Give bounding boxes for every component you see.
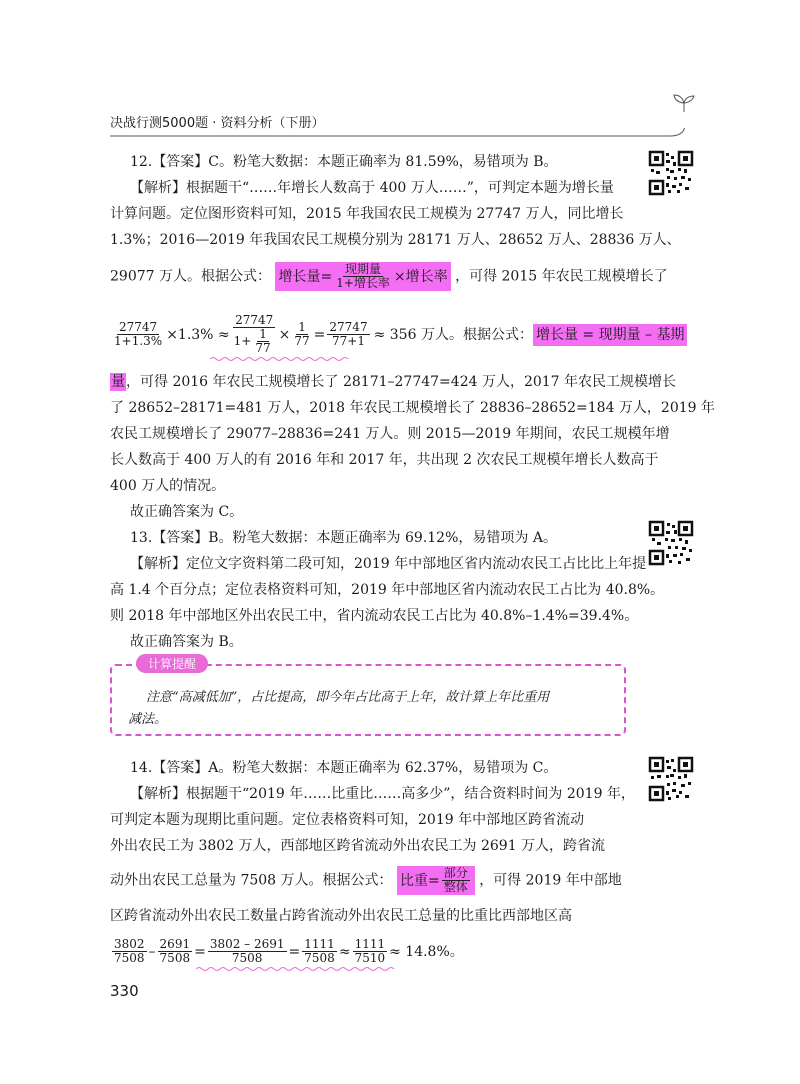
q12-text: ，可得 2016 年农民工规模增长了 28171–27747=424 万人，2017 年农民工规模增长 bbox=[126, 374, 677, 390]
q14-para-line: 可判定本题为现期比重问题。定位表格资料可知，2019 年中部地区跨省流动 bbox=[110, 812, 585, 828]
q12-text: 29077 万人。根据公式： bbox=[110, 268, 271, 285]
calc-text: ≈ 14.8%。 bbox=[389, 943, 464, 960]
ratio-formula-highlight bbox=[397, 866, 475, 895]
frac-den: 1+1.3% bbox=[114, 334, 163, 348]
formula-fraction bbox=[334, 263, 392, 290]
q12-calc-line bbox=[110, 313, 685, 355]
frac-den: 1+增长率 bbox=[336, 276, 390, 290]
formula-text: 增长量= bbox=[278, 268, 333, 285]
calc-text: ×1.3% ≈ bbox=[166, 326, 230, 343]
q12-para-line: 1.3%；2016—2019 年我国农民工规模分别为 28171 万人、28652 万人、28836 万人、 bbox=[110, 232, 681, 248]
wavy-underline bbox=[210, 356, 350, 362]
q13-answer: 13.【答案】B。粉笔大数据：本题正确率为 69.12%，易错项为 A。 bbox=[130, 530, 557, 546]
calc-text: = bbox=[313, 326, 326, 343]
frac-den: 整体 bbox=[443, 880, 468, 894]
calc-fraction bbox=[158, 938, 193, 965]
frac-num: 1111 bbox=[304, 937, 335, 951]
q12-conclusion: 故正确答案为 C。 bbox=[130, 504, 244, 520]
growth-formula-highlight bbox=[275, 262, 450, 291]
calc-text: × bbox=[278, 326, 291, 343]
q12-text: ，可得 2015 年农民工规模增长了 bbox=[455, 268, 668, 285]
calc-text: – bbox=[148, 943, 156, 960]
calc-fraction bbox=[292, 321, 311, 348]
qr-code-icon[interactable] bbox=[648, 756, 694, 802]
q14-para-line: 外出农民工为 3802 万人，西部地区跨省流动外出农民工为 2691 万人，跨省流 bbox=[110, 838, 606, 854]
q14-text: 动外出农民工总量为 7508 万人。根据公式： bbox=[110, 872, 393, 889]
q14-formula-line bbox=[110, 866, 630, 895]
frac-num: 现期量 bbox=[345, 262, 382, 276]
frac-num: 27747 bbox=[235, 313, 274, 327]
calc-fraction bbox=[112, 938, 147, 965]
q12-para-line: 农民工规模增长了 29077–28836=241 万人。则 2015—2019 年期间，农民工规模年增 bbox=[110, 426, 670, 442]
frac-num: 27747 bbox=[119, 320, 158, 334]
frac-num: 3802 bbox=[114, 937, 145, 951]
q14-calc-line bbox=[110, 938, 630, 965]
calc-fraction bbox=[112, 321, 164, 348]
calc-fraction bbox=[353, 938, 388, 965]
q12-para-line: 【解析】根据题干“……年增长人数高于 400 万人……”，可判定本题为增长量 bbox=[130, 180, 614, 196]
frac-num: 27747 bbox=[329, 320, 368, 334]
q12-para-line: 长人数高于 400 万人的有 2016 年和 2017 年，共出现 2 次农民工规模年增长人数高于 bbox=[110, 452, 659, 468]
frac-num: 部分 bbox=[443, 866, 468, 880]
q13-conclusion: 故正确答案为 B。 bbox=[130, 634, 243, 650]
frac-den: 7508 bbox=[231, 951, 263, 965]
frac-num: 2691 bbox=[159, 937, 191, 951]
q12-formula-line bbox=[110, 262, 668, 291]
calc-text: ≈ bbox=[338, 943, 351, 960]
formula-fraction bbox=[442, 867, 470, 894]
tip-box bbox=[110, 657, 626, 736]
q12-para-line: 了 28652–28171=481 万人，2018 年农民工规模增长了 28836–28652=184 万人，2019 年 bbox=[110, 400, 716, 416]
base-formula-highlight: 量 bbox=[111, 374, 125, 390]
calc-text: = bbox=[194, 943, 206, 960]
running-header-title: 决战行测5000题 · 资料分析（下册） bbox=[110, 116, 325, 131]
formula-text: 比重= bbox=[399, 872, 440, 889]
q12-para-line: 400 万人的情况。 bbox=[110, 478, 226, 494]
frac-num: 1111 bbox=[354, 937, 386, 951]
tip-line: 注意“高减低加”，占比提高，即今年占比高于上年，故计算上年比重用 bbox=[146, 690, 550, 705]
tip-label: 计算提醒 bbox=[136, 654, 208, 673]
frac-den-text: 1+ bbox=[233, 334, 252, 348]
sprout-icon bbox=[670, 92, 698, 114]
q12-para-line: 计算问题。定位图形资料可知，2015 年我国农民工规模为 27747 万人，同比增长 bbox=[110, 206, 624, 222]
frac-den: 77 bbox=[255, 341, 271, 355]
q13-para-line: 【解析】定位文字资料第二段可知，2019 年中部地区省内流动农民工占比比上年提 bbox=[130, 556, 647, 572]
q13-para-line: 高 1.4 个百分点；定位表格资料可知，2019 年中部地区省内流动农民工占比为 40.8%。 bbox=[110, 582, 665, 598]
q14-answer: 14.【答案】A。粉笔大数据：本题正确率为 62.37%，易错项为 C。 bbox=[130, 760, 558, 776]
calc-fraction bbox=[302, 938, 337, 965]
formula-text: ×增长率 bbox=[393, 268, 448, 285]
q12-para-line bbox=[110, 372, 677, 392]
calc-fraction bbox=[208, 938, 287, 965]
calc-fraction bbox=[232, 314, 277, 355]
q14-para-line: 区跨省流动外出农民工数量占跨省流动外出农民工总量的比重比西部地区高 bbox=[110, 908, 572, 924]
frac-num: 1 bbox=[298, 320, 306, 334]
tip-line: 减法。 bbox=[128, 712, 168, 727]
base-formula-highlight: 增长量 = 现期量 – 基期 bbox=[533, 324, 688, 346]
page-number: 330 bbox=[110, 982, 139, 1000]
frac-den: 7510 bbox=[354, 951, 386, 965]
frac-den: 7508 bbox=[159, 951, 191, 965]
frac-den: 7508 bbox=[304, 951, 335, 965]
calc-fraction bbox=[327, 321, 369, 348]
frac-num: 1 bbox=[259, 327, 267, 341]
qr-code-icon[interactable] bbox=[648, 150, 694, 196]
qr-code-icon[interactable] bbox=[648, 520, 694, 566]
q12-answer: 12.【答案】C。粉笔大数据：本题正确率为 81.59%，易错项为 B。 bbox=[130, 154, 558, 170]
frac-den: 7508 bbox=[114, 951, 145, 965]
frac-den: 77 bbox=[294, 334, 310, 348]
frac-den: 77+1 bbox=[332, 334, 365, 348]
nested-fraction bbox=[253, 328, 272, 355]
frac-den bbox=[232, 328, 277, 355]
header-rule bbox=[110, 128, 690, 144]
q13-para-line: 则 2018 年中部地区外出农民工中，省内流动农民工占比为 40.8%–1.4%=39.4%。 bbox=[110, 608, 639, 624]
q14-text: ，可得 2019 年中部地 bbox=[479, 872, 622, 889]
calc-text: ≈ 356 万人。根据公式： bbox=[373, 326, 533, 343]
wavy-underline bbox=[196, 966, 396, 972]
calc-text: = bbox=[288, 943, 301, 960]
frac-num: 3802 – 2691 bbox=[209, 937, 285, 951]
q14-para-line: 【解析】根据题干“2019 年……比重比……高多少”，结合资料时间为 2019 年， bbox=[130, 786, 635, 802]
